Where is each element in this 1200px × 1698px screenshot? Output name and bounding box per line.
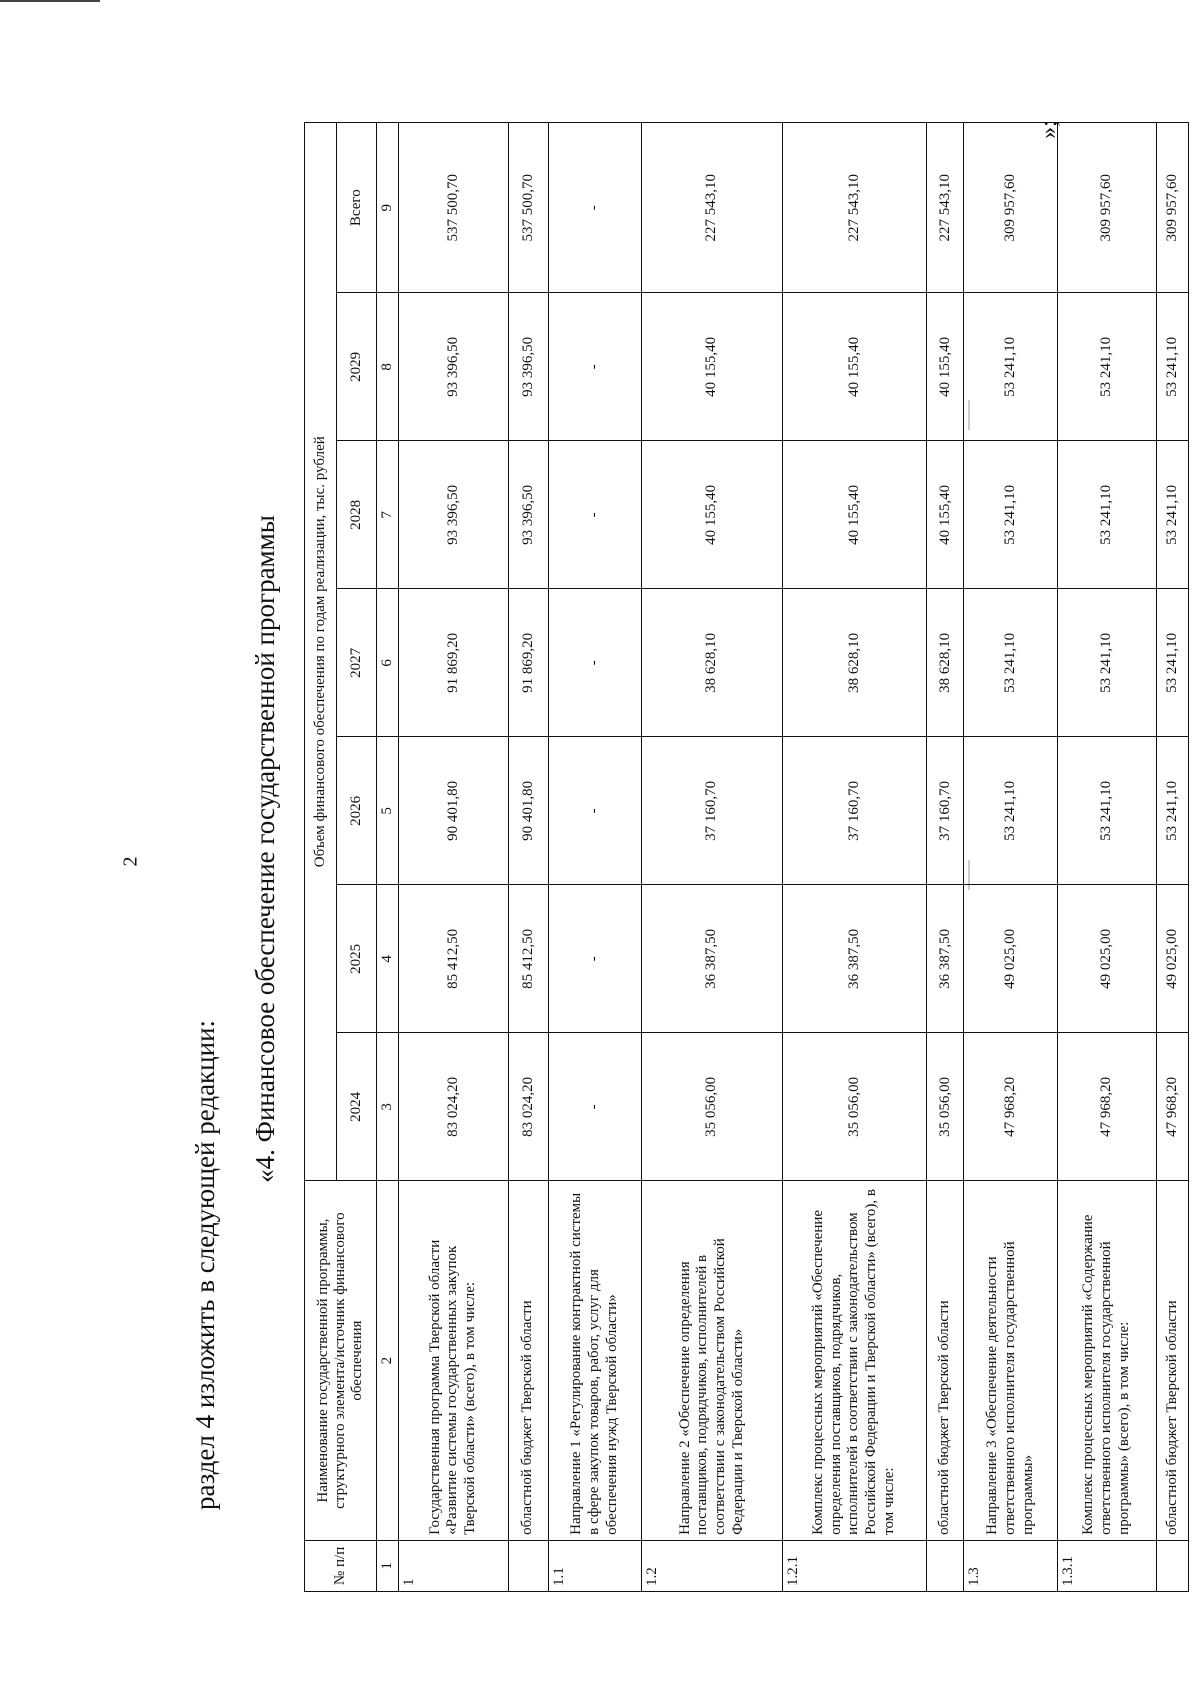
row-value: 53 241,10	[1057, 441, 1156, 589]
row-value: 90 401,80	[399, 737, 509, 885]
index-cell: 4	[377, 885, 399, 1033]
row-value: 85 412,50	[399, 885, 509, 1033]
row-value: 35 056,00	[926, 1033, 963, 1181]
row-value: 40 155,40	[782, 293, 926, 441]
header-year: 2024	[337, 1033, 377, 1181]
row-number: 1.2.1	[782, 1540, 926, 1591]
row-total: -	[548, 123, 642, 293]
row-value: 38 628,10	[926, 589, 963, 737]
row-number: 1	[399, 1540, 509, 1591]
table-row	[964, 123, 1058, 1592]
index-cell: 6	[377, 589, 399, 737]
row-value: 53 241,10	[1156, 737, 1188, 885]
table-row	[508, 123, 548, 1592]
row-number: 1.2	[642, 1540, 782, 1591]
row-total: 537 500,70	[508, 123, 548, 293]
row-number	[1156, 1540, 1188, 1591]
header-year: 2026	[337, 737, 377, 885]
row-value: 85 412,50	[508, 885, 548, 1033]
header-total: Всего	[337, 123, 377, 293]
row-value: 53 241,10	[1057, 293, 1156, 441]
row-value: 93 396,50	[508, 441, 548, 589]
table-row	[642, 123, 782, 1592]
row-value: 36 387,50	[926, 885, 963, 1033]
row-total: 227 543,10	[782, 123, 926, 293]
row-value: 90 401,80	[508, 737, 548, 885]
header-year: 2025	[337, 885, 377, 1033]
header-year: 2028	[337, 441, 377, 589]
row-total: 309 957,60	[1057, 123, 1156, 293]
row-total: 309 957,60	[1156, 123, 1188, 293]
row-value: 83 024,20	[508, 1033, 548, 1181]
row-total: 227 543,10	[926, 123, 963, 293]
row-value: -	[548, 737, 642, 885]
row-value: 53 241,10	[964, 293, 1058, 441]
row-value: 47 968,20	[1057, 1033, 1156, 1181]
row-name: областной бюджет Тверской области	[926, 1181, 963, 1540]
row-value: -	[548, 293, 642, 441]
row-name: Направление 1 «Регулирование контрактной системы в сфере закупок товаров, работ, услуг для обеспечения нужд Тверской области»	[548, 1181, 642, 1540]
row-value: 53 241,10	[1057, 737, 1156, 885]
row-number: 1.3	[964, 1540, 1058, 1591]
row-value: 49 025,00	[1057, 885, 1156, 1033]
row-value: 49 025,00	[1156, 885, 1188, 1033]
row-value: 35 056,00	[782, 1033, 926, 1181]
row-value: 40 155,40	[926, 441, 963, 589]
section-title: «4. Финансовое обеспечение государственной программы	[250, 515, 280, 1183]
closing-mark: »;	[1035, 120, 1062, 139]
intro-text: раздел 4 изложить в следующей редакции:	[189, 1019, 220, 1510]
row-value: 36 387,50	[642, 885, 782, 1033]
header-year: 2029	[337, 293, 377, 441]
row-value: -	[548, 441, 642, 589]
row-value: 37 160,70	[926, 737, 963, 885]
row-value: 53 241,10	[1156, 293, 1188, 441]
row-value: 36 387,50	[782, 885, 926, 1033]
index-cell: 1	[377, 1540, 399, 1591]
table-row	[782, 123, 926, 1592]
index-cell: 3	[377, 1033, 399, 1181]
table-row	[548, 123, 642, 1592]
index-cell: 7	[377, 441, 399, 589]
row-value: 53 241,10	[1156, 589, 1188, 737]
row-name: Направление 3 «Обеспечение деятельности ответственного исполнителя государственной программы»	[964, 1181, 1058, 1540]
row-value: 93 396,50	[399, 441, 509, 589]
row-value: 40 155,40	[926, 293, 963, 441]
row-value: 49 025,00	[964, 885, 1058, 1033]
row-name: Комплекс процессных мероприятий «Содержание ответственного исполнителя государственной программы» (всего), в том числе:	[1057, 1181, 1156, 1540]
row-value: 53 241,10	[1156, 441, 1188, 589]
finance-table-container	[304, 122, 1189, 1592]
row-value: 83 024,20	[399, 1033, 509, 1181]
row-value: 93 396,50	[508, 293, 548, 441]
row-value: 53 241,10	[964, 737, 1058, 885]
row-value: -	[548, 1033, 642, 1181]
row-value: -	[548, 885, 642, 1033]
header-group: Объем финансового обеспечения по годам реализации, тыс. рублей	[305, 123, 337, 1181]
header-num: № п/п	[305, 1540, 377, 1591]
row-name: Государственная программа Тверской области «Развитие системы государственных закупок Тверской области» (всего), в том числе:	[399, 1181, 509, 1540]
page-number: 2	[119, 856, 142, 867]
row-total: 537 500,70	[399, 123, 509, 293]
table-row	[399, 123, 509, 1592]
row-value: 91 869,20	[399, 589, 509, 737]
row-value: 40 155,40	[642, 441, 782, 589]
row-total: 227 543,10	[642, 123, 782, 293]
scan-edge-mark	[0, 0, 100, 2]
row-name: областной бюджет Тверской области	[1156, 1181, 1188, 1540]
index-cell: 8	[377, 293, 399, 441]
row-value: 37 160,70	[642, 737, 782, 885]
row-name: областной бюджет Тверской области	[508, 1181, 548, 1540]
table-row	[1156, 123, 1188, 1592]
index-cell: 9	[377, 123, 399, 293]
row-value: -	[548, 589, 642, 737]
row-value: 47 968,20	[964, 1033, 1058, 1181]
row-value: 37 160,70	[782, 737, 926, 885]
row-total: 309 957,60	[964, 123, 1058, 293]
row-value: 40 155,40	[642, 293, 782, 441]
row-value: 35 056,00	[642, 1033, 782, 1181]
row-name: Комплекс процессных мероприятий «Обеспечение определения поставщиков, подрядчиков, исполнителей в соответствии с законодательством Российской Федерации и Тверской области» (всего), в том числе:	[782, 1181, 926, 1540]
table-row	[926, 123, 963, 1592]
index-cell: 2	[377, 1181, 399, 1540]
row-number	[508, 1540, 548, 1591]
row-value: 91 869,20	[508, 589, 548, 737]
row-number	[926, 1540, 963, 1591]
index-cell: 5	[377, 737, 399, 885]
row-value: 47 968,20	[1156, 1033, 1188, 1181]
header-year: 2027	[337, 589, 377, 737]
row-value: 38 628,10	[642, 589, 782, 737]
row-number: 1.1	[548, 1540, 642, 1591]
finance-table	[304, 122, 1189, 1592]
row-value: 93 396,50	[399, 293, 509, 441]
row-value: 53 241,10	[964, 589, 1058, 737]
row-value: 38 628,10	[782, 589, 926, 737]
table-row	[1057, 123, 1156, 1592]
row-value: 53 241,10	[964, 441, 1058, 589]
row-name: Направление 2 «Обеспечение определения поставщиков, подрядчиков, исполнителей в соответствии с законодательством Российской Федерации и Тверской области»	[642, 1181, 782, 1540]
row-value: 40 155,40	[782, 441, 926, 589]
row-value: 53 241,10	[1057, 589, 1156, 737]
row-number: 1.3.1	[1057, 1540, 1156, 1591]
header-name: Наименование государственной программы, структурного элемента/источник финансового обеспечения	[305, 1181, 377, 1540]
